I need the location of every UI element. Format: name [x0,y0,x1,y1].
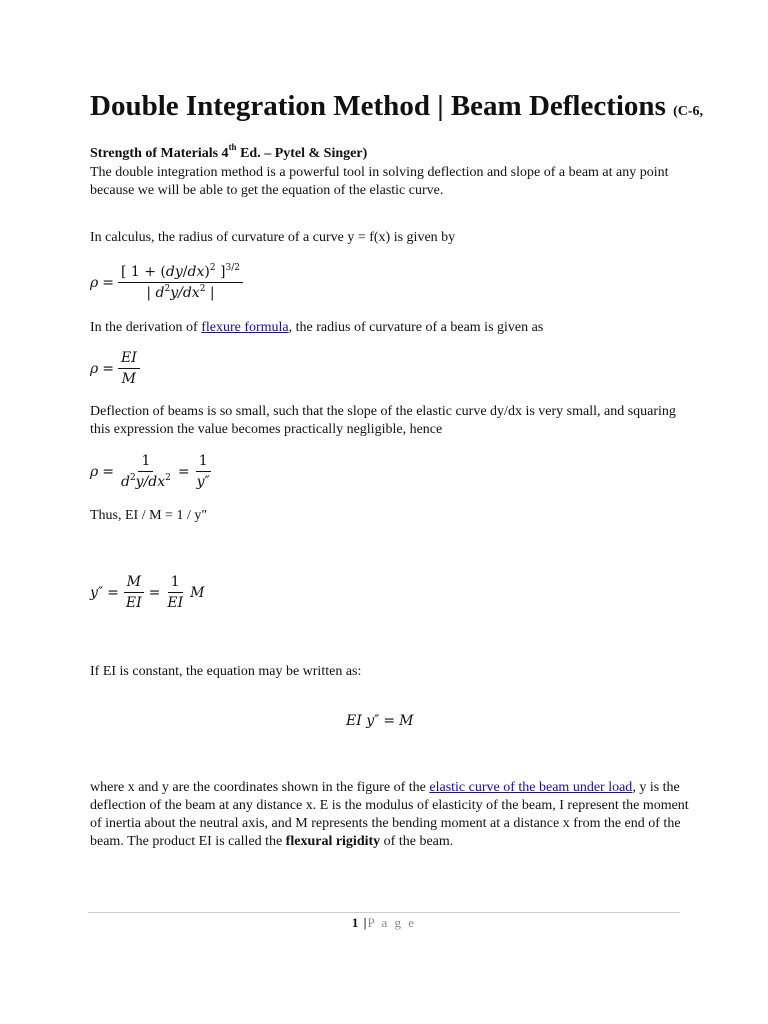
subtitle-suffix: Ed. – Pytel & Singer) [236,146,368,161]
eq4-numerator-2: 1 [168,574,183,593]
elastic-curve-link[interactable]: elastic curve of the beam under load [429,780,633,795]
eq1-fraction [118,264,243,301]
calculus-paragraph: In calculus, the radius of curvature of a curve y = f(x) is given by [90,230,456,245]
deflection-paragraph: Deflection of beams is so small, such that the slope of the elastic curve dy/dx is very small, and squaring this expression the value becomes practically negligible, hence [90,404,676,437]
where-paragraph: where x and y are the coordinates shown in the figure of the elastic curve of the beam under load, y is the deflection of the beam at any distance x. E is the modulus of elasticity of the beam, I represent the moment of inertia about the neutral axis, and M represents the bending moment at a distance x from the end of the beam. The product EI is called the flexural rigidity of the beam. [90,780,689,849]
derivation-paragraph: In the derivation of flexure formula, the radius of curvature of a beam is given as [90,320,544,335]
eq1-rho: ρ [90,274,99,291]
eq5-lhs: EI y″ [346,713,380,729]
eq3-fraction-2 [194,453,213,490]
equation-ei-y-m [346,713,413,729]
footer-divider [88,912,680,913]
eq3-rho: ρ [90,463,99,480]
eq4-equals-1: = [107,584,119,601]
eq3-numerator-1: 1 [138,453,153,472]
eq2-equals: = [102,360,114,377]
eq4-fraction-2 [164,574,186,611]
page-footer [0,915,768,931]
page-title [90,88,710,172]
eq3-denominator-2: y″ [196,474,210,490]
eq4-tail: M [190,584,205,601]
eq2-fraction [118,350,140,387]
eq3-equals-1: = [102,463,114,480]
intro-paragraph: The double integration method is a powerful tool in solving deflection and slope of a beam at any point because we will be able to get the equation of the elastic curve. [90,165,669,198]
eq4-equals-2: = [148,584,161,601]
eq1-numerator: [ $1 + (dy/dx)^2$ ]$^{3/2}$ [118,264,243,283]
eq4-numerator-1: M [124,574,144,593]
equation-radius-curvature [90,264,247,301]
eq4-fraction-1 [123,574,145,611]
constant-paragraph: If EI is constant, the equation may be written as: [90,664,362,679]
subtitle-prefix: (C-6, Strength of Materials 4 [90,104,704,161]
eq4-lhs: y″ [90,584,104,601]
equation-y-double-prime [90,574,204,611]
eq2-rho: ρ [90,360,99,377]
subtitle-superscript: th [228,142,237,152]
eq3-equals-2: = [177,463,190,480]
eq3-denominator-1: $d^2y/dx^2$ [120,473,171,490]
page-label: P a g e [367,915,417,930]
eq1-equals: = [102,274,114,291]
title-main: Double Integration Method | Beam Deflections [90,90,666,122]
equation-rho-curvature-approx [90,453,217,490]
flexure-formula-link[interactable]: flexure formula [201,320,289,335]
page-number: 1 [351,915,360,930]
thus-paragraph: Thus, EI / M = 1 / y" [90,508,208,523]
eq2-numerator: EI [118,350,140,369]
eq3-fraction-1 [118,453,174,490]
eq3-numerator-2: 1 [196,453,211,472]
eq1-denominator: | $d^2y/dx^2$ | [146,284,215,301]
eq5-equals: = [383,713,396,729]
equation-rho-ei-m [90,350,144,387]
eq4-denominator-2: EI [167,595,184,611]
eq4-denominator-1: EI [125,595,142,611]
eq2-denominator: M [121,371,137,387]
footer-separator: | [363,915,368,930]
eq5-rhs: M [399,713,414,729]
flexural-rigidity-term: flexural rigidity [285,834,381,849]
